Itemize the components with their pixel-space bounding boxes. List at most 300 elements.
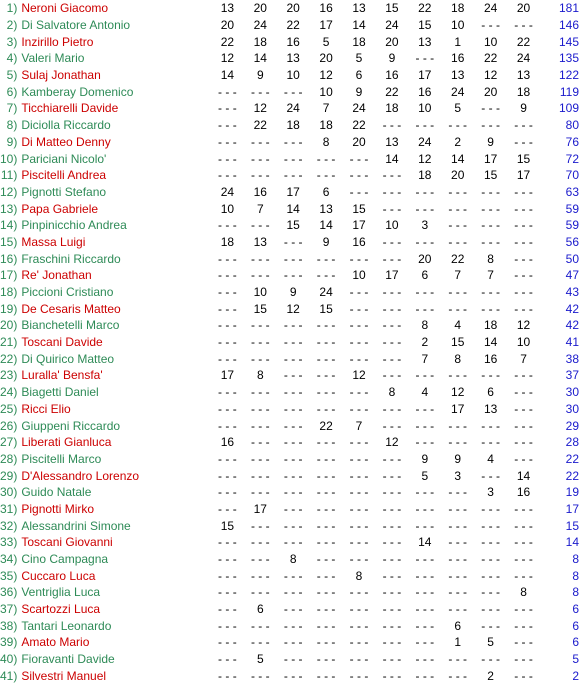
- score-cell: 17: [352, 218, 366, 233]
- score-cell: - - -: [316, 501, 336, 516]
- rank-cell: 3): [6, 34, 18, 49]
- score-cell: 22: [352, 118, 366, 133]
- score-cell: 22: [253, 118, 267, 133]
- score-cell: - - -: [283, 168, 303, 183]
- player-name: Neroni Giacomo: [21, 1, 109, 16]
- score-cell: 14: [253, 51, 267, 66]
- score-cell: 15: [385, 1, 399, 16]
- player-name: Alessandrini Simone: [21, 518, 131, 533]
- score-cell: 10: [418, 101, 432, 116]
- score-cell: 6: [421, 268, 429, 283]
- score-cell: - - -: [514, 251, 533, 266]
- score-cell: 15: [483, 168, 498, 183]
- table-row: [0, 517, 587, 534]
- table-row: [0, 200, 587, 217]
- score-cell: - - -: [349, 652, 369, 667]
- score-cell: 15: [516, 151, 531, 166]
- score-cell: - - -: [316, 385, 336, 400]
- player-name: Di Matteo Denny: [21, 134, 111, 149]
- score-cell: - - -: [283, 401, 303, 416]
- score-cell: 3: [454, 468, 462, 483]
- score-cell: - - -: [349, 318, 369, 333]
- score-cell: - - -: [382, 535, 402, 550]
- table-row: [0, 384, 587, 401]
- score-cell: 7: [355, 418, 363, 433]
- score-cell: - - -: [481, 602, 500, 617]
- total-cell: 22: [565, 451, 579, 466]
- rank-cell: 32): [0, 518, 18, 533]
- score-cell: 17: [516, 168, 531, 183]
- score-cell: - - -: [218, 401, 237, 416]
- score-cell: 16: [220, 435, 235, 450]
- score-cell: - - -: [349, 301, 369, 316]
- score-cell: 24: [352, 101, 366, 116]
- table-row: [0, 367, 587, 384]
- score-cell: - - -: [415, 234, 435, 249]
- score-cell: - - -: [514, 368, 533, 383]
- score-cell: 22: [451, 251, 465, 266]
- score-cell: - - -: [382, 501, 402, 516]
- score-cell: - - -: [415, 518, 435, 533]
- player-name: Fioravanti Davide: [21, 652, 115, 667]
- score-cell: - - -: [218, 652, 237, 667]
- score-cell: - - -: [283, 151, 303, 166]
- rank-cell: 9): [6, 134, 18, 149]
- score-cell: - - -: [316, 518, 336, 533]
- score-cell: - - -: [481, 118, 500, 133]
- score-cell: - - -: [250, 535, 270, 550]
- score-cell: - - -: [349, 151, 369, 166]
- player-name: Tantari Leonardo: [21, 618, 112, 633]
- score-cell: - - -: [218, 268, 237, 283]
- rank-cell: 1): [6, 1, 18, 16]
- score-cell: - - -: [218, 568, 237, 583]
- score-cell: 20: [451, 168, 465, 183]
- score-cell: - - -: [448, 285, 468, 300]
- score-cell: 5: [421, 468, 429, 483]
- player-name: Diciolla Riccardo: [21, 118, 111, 133]
- score-cell: - - -: [218, 134, 237, 149]
- score-cell: - - -: [316, 652, 336, 667]
- score-cell: - - -: [316, 335, 336, 350]
- score-cell: - - -: [415, 301, 435, 316]
- score-cell: 13: [418, 34, 432, 49]
- score-cell: - - -: [283, 418, 303, 433]
- score-cell: - - -: [283, 535, 303, 550]
- score-cell: - - -: [283, 501, 303, 516]
- total-cell: 17: [565, 501, 579, 516]
- score-cell: - - -: [448, 418, 468, 433]
- score-cell: - - -: [382, 585, 402, 600]
- score-cell: - - -: [448, 485, 468, 500]
- score-cell: - - -: [218, 535, 237, 550]
- total-cell: 6: [572, 602, 579, 617]
- rank-cell: 7): [6, 101, 18, 116]
- score-cell: - - -: [481, 285, 500, 300]
- score-cell: - - -: [382, 485, 402, 500]
- table-row: [0, 534, 587, 551]
- score-cell: 8: [388, 385, 396, 400]
- score-cell: 4: [454, 318, 462, 333]
- score-cell: - - -: [514, 602, 533, 617]
- player-name: Scartozzi Luca: [21, 602, 101, 617]
- score-cell: 12: [286, 301, 300, 316]
- score-cell: - - -: [382, 618, 402, 633]
- score-cell: - - -: [514, 451, 533, 466]
- score-cell: 9: [520, 101, 527, 116]
- player-name: Toscani Giovanni: [21, 535, 113, 550]
- score-cell: - - -: [514, 234, 533, 249]
- player-name: Liberati Gianluca: [21, 435, 112, 450]
- score-cell: - - -: [250, 585, 270, 600]
- score-cell: 16: [253, 184, 267, 199]
- total-cell: 6: [572, 635, 579, 650]
- score-cell: - - -: [481, 301, 500, 316]
- score-cell: - - -: [349, 351, 369, 366]
- score-cell: - - -: [316, 401, 336, 416]
- rank-cell: 14): [0, 218, 18, 233]
- score-cell: - - -: [481, 435, 500, 450]
- score-cell: 20: [352, 134, 366, 149]
- score-cell: - - -: [382, 118, 402, 133]
- score-cell: - - -: [250, 335, 270, 350]
- score-cell: - - -: [250, 618, 270, 633]
- score-cell: 13: [253, 234, 267, 249]
- score-cell: - - -: [481, 501, 500, 516]
- score-cell: - - -: [415, 635, 435, 650]
- score-cell: - - -: [349, 168, 369, 183]
- score-cell: 12: [253, 101, 267, 116]
- score-cell: - - -: [514, 385, 533, 400]
- score-cell: 8: [289, 552, 297, 567]
- score-cell: - - -: [481, 585, 500, 600]
- player-name: Pinpinicchio Andrea: [21, 218, 127, 233]
- score-cell: 12: [319, 68, 333, 83]
- score-cell: - - -: [283, 451, 303, 466]
- score-cell: 3: [487, 485, 494, 500]
- score-cell: 7: [421, 351, 429, 366]
- score-cell: - - -: [448, 535, 468, 550]
- score-cell: 10: [286, 68, 300, 83]
- score-cell: 22: [319, 418, 333, 433]
- table-row: [0, 350, 587, 367]
- score-cell: 3: [421, 218, 429, 233]
- score-cell: 7: [454, 268, 462, 283]
- score-cell: - - -: [316, 485, 336, 500]
- table-row: [0, 467, 587, 484]
- player-name: Ricci Elio: [21, 401, 71, 416]
- player-name: Piccioni Cristiano: [21, 285, 114, 300]
- score-cell: - - -: [218, 318, 237, 333]
- player-name: Pignotti Mirko: [21, 501, 95, 516]
- score-cell: - - -: [283, 585, 303, 600]
- rank-cell: 2): [6, 18, 18, 33]
- score-cell: - - -: [415, 602, 435, 617]
- player-name: Sulaj Jonathan: [21, 68, 101, 83]
- score-cell: - - -: [283, 518, 303, 533]
- score-cell: 12: [220, 51, 235, 66]
- score-cell: - - -: [514, 418, 533, 433]
- player-name: Papa Gabriele: [21, 201, 99, 216]
- table-row: [0, 284, 587, 301]
- score-cell: - - -: [415, 418, 435, 433]
- score-cell: - - -: [382, 184, 402, 199]
- table-row: [0, 17, 587, 34]
- score-cell: 20: [385, 34, 399, 49]
- score-cell: 24: [451, 84, 465, 99]
- score-cell: - - -: [218, 251, 237, 266]
- rank-cell: 8): [6, 118, 18, 133]
- score-cell: - - -: [218, 84, 237, 99]
- score-cell: - - -: [218, 285, 237, 300]
- total-cell: 56: [565, 234, 579, 249]
- table-row: [0, 484, 587, 501]
- score-cell: - - -: [481, 184, 500, 199]
- total-cell: 70: [565, 168, 579, 183]
- score-cell: - - -: [514, 118, 533, 133]
- score-cell: - - -: [349, 468, 369, 483]
- score-cell: - - -: [283, 602, 303, 617]
- score-cell: - - -: [415, 618, 435, 633]
- score-cell: - - -: [218, 501, 237, 516]
- score-cell: - - -: [283, 351, 303, 366]
- score-cell: 14: [286, 201, 300, 216]
- score-cell: - - -: [514, 184, 533, 199]
- total-cell: 15: [565, 518, 579, 533]
- score-cell: - - -: [514, 134, 533, 149]
- score-cell: 13: [319, 201, 333, 216]
- score-cell: - - -: [382, 234, 402, 249]
- score-cell: - - -: [316, 168, 336, 183]
- score-cell: 13: [352, 1, 366, 16]
- total-cell: 43: [565, 285, 579, 300]
- player-name: Cuccaro Luca: [21, 568, 96, 583]
- score-cell: - - -: [316, 635, 336, 650]
- player-name: Bianchetelli Marco: [21, 318, 120, 333]
- score-cell: - - -: [514, 618, 533, 633]
- score-cell: - - -: [415, 51, 435, 66]
- score-cell: - - -: [448, 234, 468, 249]
- score-cell: - - -: [283, 251, 303, 266]
- table-row: [0, 234, 587, 251]
- score-cell: - - -: [316, 552, 336, 567]
- score-cell: 14: [352, 18, 366, 33]
- score-cell: - - -: [514, 535, 533, 550]
- player-name: De Cesaris Matteo: [21, 301, 121, 316]
- score-cell: 6: [487, 385, 494, 400]
- score-cell: - - -: [218, 101, 237, 116]
- score-cell: 9: [355, 84, 363, 99]
- score-cell: 24: [319, 285, 333, 300]
- score-cell: - - -: [218, 485, 237, 500]
- total-cell: 119: [559, 84, 579, 99]
- table-row: [0, 33, 587, 50]
- score-cell: - - -: [218, 418, 237, 433]
- score-cell: - - -: [382, 668, 402, 683]
- player-name: Kamberay Domenico: [21, 84, 134, 99]
- score-cell: - - -: [349, 552, 369, 567]
- score-cell: 20: [516, 1, 531, 16]
- score-cell: - - -: [283, 568, 303, 583]
- score-cell: 13: [451, 68, 465, 83]
- rank-cell: 20): [0, 318, 18, 333]
- score-cell: 22: [483, 51, 498, 66]
- table-row: [0, 134, 587, 151]
- score-cell: - - -: [448, 368, 468, 383]
- score-cell: - - -: [481, 568, 500, 583]
- score-cell: - - -: [250, 635, 270, 650]
- score-cell: 15: [220, 518, 235, 533]
- table-row: [0, 300, 587, 317]
- score-cell: 24: [483, 1, 498, 16]
- score-cell: - - -: [218, 552, 237, 567]
- rank-cell: 36): [0, 585, 18, 600]
- score-cell: - - -: [316, 535, 336, 550]
- score-cell: 17: [220, 368, 235, 383]
- player-name: Piscitelli Marco: [21, 451, 102, 466]
- score-cell: - - -: [316, 668, 336, 683]
- score-cell: - - -: [514, 518, 533, 533]
- total-cell: 50: [565, 251, 579, 266]
- score-cell: - - -: [481, 518, 500, 533]
- score-cell: 5: [256, 652, 264, 667]
- score-cell: 20: [220, 18, 235, 33]
- score-cell: - - -: [481, 234, 500, 249]
- score-cell: - - -: [250, 268, 270, 283]
- table-row: [0, 601, 587, 618]
- score-cell: - - -: [250, 451, 270, 466]
- table-row: [0, 401, 587, 418]
- score-cell: - - -: [250, 401, 270, 416]
- score-cell: 17: [253, 501, 267, 516]
- score-cell: - - -: [250, 552, 270, 567]
- total-cell: 8: [572, 585, 579, 600]
- score-cell: - - -: [415, 435, 435, 450]
- score-cell: - - -: [283, 318, 303, 333]
- score-cell: - - -: [349, 485, 369, 500]
- score-cell: - - -: [218, 168, 237, 183]
- rank-cell: 23): [0, 368, 18, 383]
- rank-cell: 30): [0, 485, 18, 500]
- score-cell: - - -: [218, 118, 237, 133]
- score-cell: 10: [451, 18, 465, 33]
- score-cell: 16: [319, 1, 333, 16]
- score-cell: 18: [253, 34, 267, 49]
- score-cell: - - -: [514, 568, 533, 583]
- rank-cell: 41): [0, 668, 18, 683]
- table-row: [0, 0, 587, 17]
- rank-cell: 12): [0, 184, 18, 199]
- score-cell: - - -: [316, 602, 336, 617]
- score-cell: 5: [487, 635, 494, 650]
- score-cell: - - -: [316, 151, 336, 166]
- player-name: Cino Campagna: [21, 552, 109, 567]
- score-cell: 22: [418, 1, 432, 16]
- score-cell: - - -: [218, 385, 237, 400]
- player-name: Toscani Davide: [21, 335, 103, 350]
- score-cell: - - -: [382, 552, 402, 567]
- score-cell: - - -: [250, 168, 270, 183]
- score-cell: - - -: [448, 435, 468, 450]
- table-row: [0, 184, 587, 201]
- score-cell: - - -: [349, 251, 369, 266]
- score-cell: - - -: [514, 552, 533, 567]
- rank-cell: 4): [6, 51, 18, 66]
- score-cell: - - -: [283, 668, 303, 683]
- score-cell: - - -: [316, 468, 336, 483]
- score-cell: - - -: [481, 18, 500, 33]
- player-name: Pignotti Stefano: [21, 184, 107, 199]
- table-row: [0, 117, 587, 134]
- score-cell: 7: [520, 351, 527, 366]
- table-row: [0, 551, 587, 568]
- table-row: [0, 334, 587, 351]
- score-cell: 12: [516, 318, 531, 333]
- score-cell: 1: [454, 635, 462, 650]
- score-cell: - - -: [448, 518, 468, 533]
- total-cell: 19: [565, 485, 579, 500]
- score-cell: 8: [256, 368, 264, 383]
- total-cell: 37: [565, 368, 579, 383]
- score-cell: - - -: [514, 401, 533, 416]
- rank-cell: 35): [0, 568, 18, 583]
- score-cell: 18: [385, 101, 399, 116]
- score-cell: - - -: [250, 84, 270, 99]
- score-cell: - - -: [382, 568, 402, 583]
- score-cell: - - -: [349, 585, 369, 600]
- table-row: [0, 83, 587, 100]
- score-cell: - - -: [218, 602, 237, 617]
- score-cell: 18: [516, 84, 531, 99]
- total-cell: 146: [558, 18, 579, 33]
- player-name: D'Alessandro Lorenzo: [21, 468, 140, 483]
- score-cell: - - -: [283, 385, 303, 400]
- score-cell: - - -: [218, 151, 237, 166]
- score-cell: 9: [322, 234, 330, 249]
- score-cell: - - -: [250, 435, 270, 450]
- score-cell: 5: [355, 51, 363, 66]
- score-cell: - - -: [283, 268, 303, 283]
- score-cell: 15: [451, 335, 465, 350]
- player-name: Amato Mario: [21, 635, 90, 650]
- score-cell: - - -: [415, 368, 435, 383]
- score-cell: 20: [483, 84, 498, 99]
- score-cell: - - -: [448, 552, 468, 567]
- total-cell: 29: [565, 418, 579, 433]
- score-cell: - - -: [382, 168, 402, 183]
- score-cell: - - -: [283, 335, 303, 350]
- score-cell: - - -: [514, 301, 533, 316]
- total-cell: 122: [558, 68, 579, 83]
- score-cell: - - -: [382, 652, 402, 667]
- score-cell: 6: [322, 184, 330, 199]
- rank-cell: 33): [0, 535, 18, 550]
- score-cell: - - -: [349, 518, 369, 533]
- score-cell: - - -: [283, 635, 303, 650]
- score-cell: - - -: [349, 385, 369, 400]
- score-cell: 15: [253, 301, 267, 316]
- score-cell: 12: [385, 435, 399, 450]
- score-cell: 16: [483, 351, 498, 366]
- score-cell: - - -: [349, 401, 369, 416]
- score-cell: - - -: [415, 585, 435, 600]
- total-cell: 42: [565, 318, 579, 333]
- score-cell: 10: [385, 218, 399, 233]
- total-cell: 72: [565, 151, 579, 166]
- score-cell: 16: [516, 485, 531, 500]
- score-cell: 6: [355, 68, 363, 83]
- score-cell: - - -: [349, 501, 369, 516]
